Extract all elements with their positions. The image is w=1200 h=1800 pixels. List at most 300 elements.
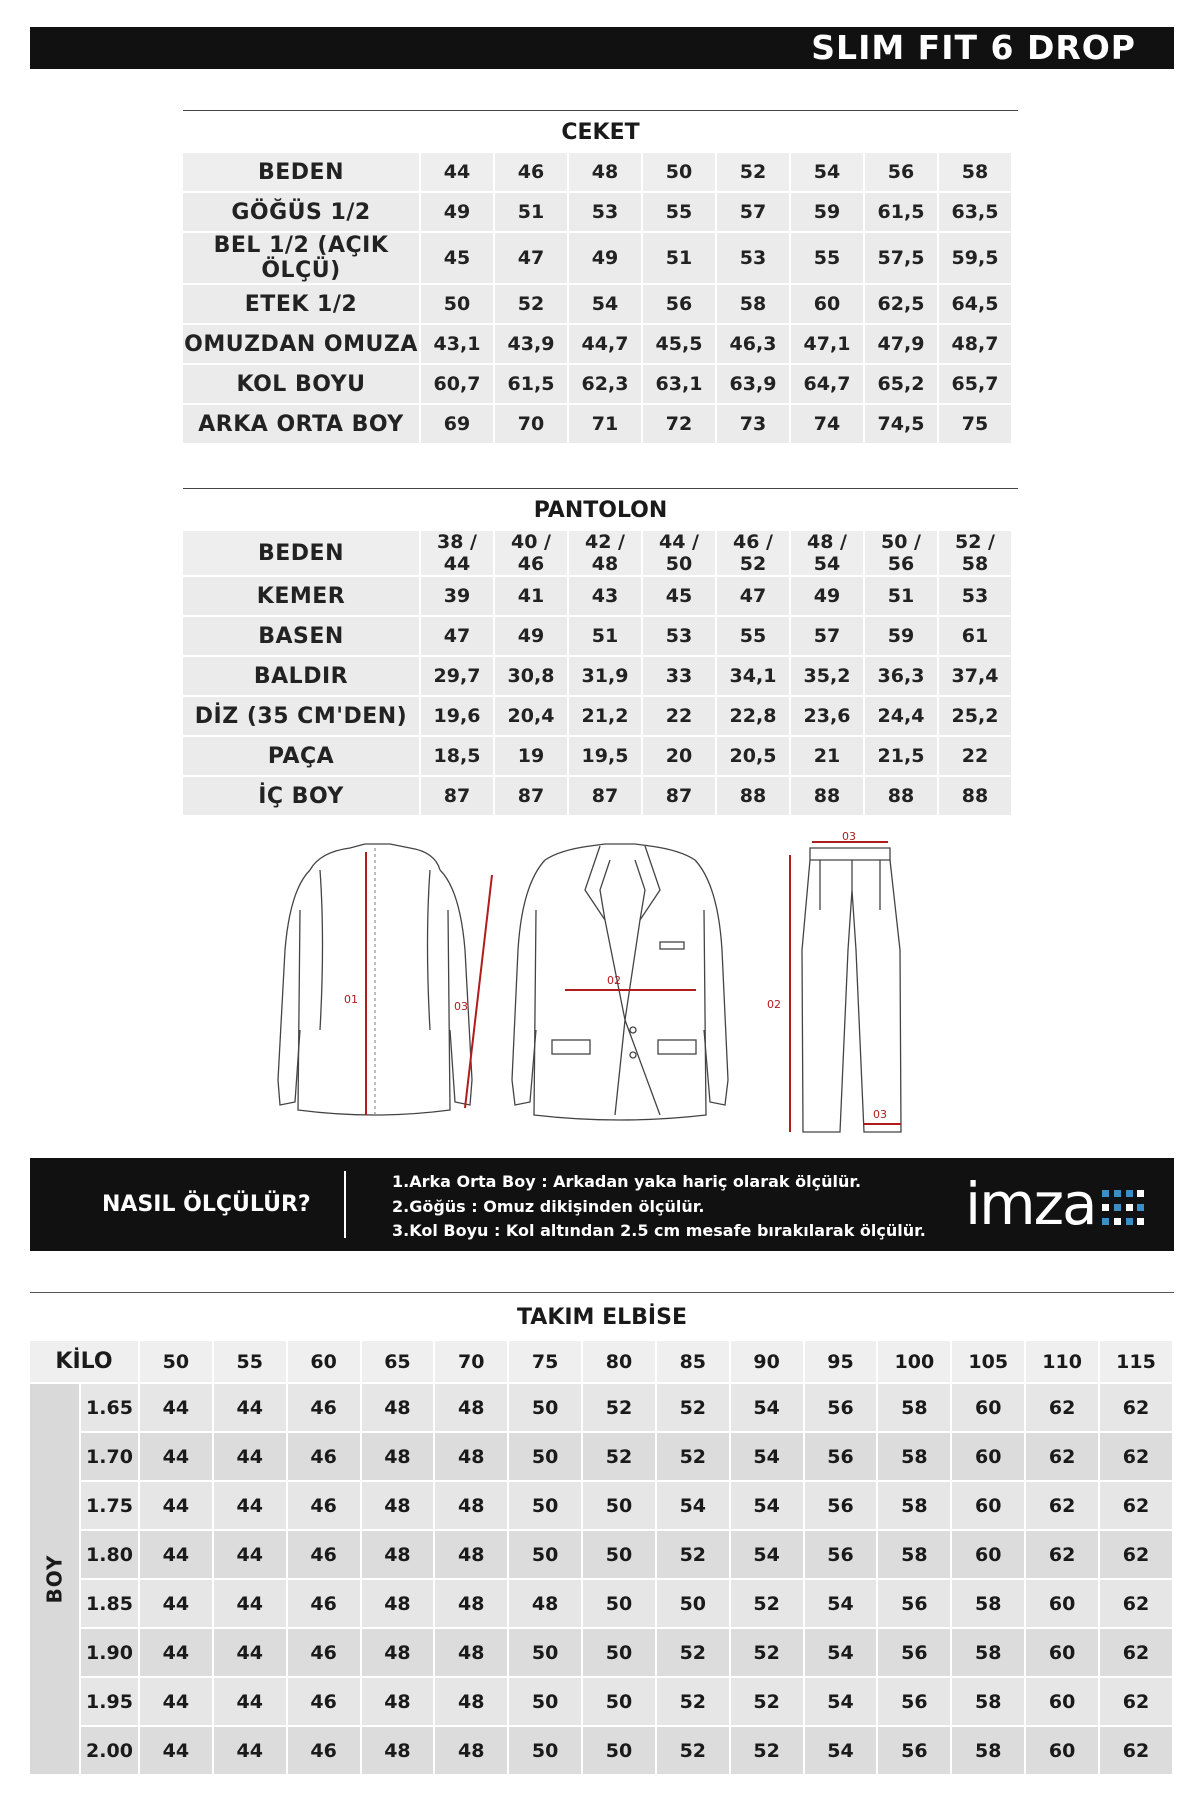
cell-value: 39: [421, 577, 493, 615]
kilo-value: 75: [509, 1341, 581, 1382]
size-value: 44: [214, 1678, 286, 1725]
cell-value: 87: [421, 777, 493, 815]
size-value: 56: [878, 1580, 950, 1627]
size-value: 62: [1100, 1384, 1172, 1431]
size-value: 50: [583, 1482, 655, 1529]
cell-value: 51: [643, 233, 715, 283]
ceket-row: [183, 193, 1011, 231]
how-to-instructions: [392, 1170, 926, 1244]
instruction-line: 1.Arka Orta Boy : Arkadan yaka hariç olarak ölçülür.: [392, 1172, 862, 1191]
cell-value: 46 / 52: [717, 531, 789, 575]
cell-value: 43: [569, 577, 641, 615]
row-label: ETEK 1/2: [183, 285, 419, 323]
cell-value: 43,9: [495, 325, 567, 363]
cell-value: 59: [865, 617, 937, 655]
cell-value: 44,7: [569, 325, 641, 363]
cell-value: 22: [643, 697, 715, 735]
cell-value: 61: [939, 617, 1011, 655]
size-value: 44: [140, 1629, 212, 1676]
row-label: KEMER: [183, 577, 419, 615]
height-value: 1.85: [81, 1580, 138, 1627]
size-value: 44: [214, 1727, 286, 1774]
size-value: 44: [140, 1482, 212, 1529]
size-value: 62: [1026, 1384, 1098, 1431]
size-value: 50: [583, 1531, 655, 1578]
cell-value: 22,8: [717, 697, 789, 735]
size-value: 50: [583, 1580, 655, 1627]
trouser-illustration: [767, 830, 901, 1132]
cell-value: 51: [569, 617, 641, 655]
cell-value: 41: [495, 577, 567, 615]
cell-value: 52: [495, 285, 567, 323]
size-value: 60: [1026, 1580, 1098, 1627]
size-value: 56: [805, 1433, 877, 1480]
height-value: 1.80: [81, 1531, 138, 1578]
kilo-value: 80: [583, 1341, 655, 1382]
size-value: 60: [952, 1433, 1024, 1480]
size-value: 52: [657, 1727, 729, 1774]
size-value: 48: [362, 1580, 434, 1627]
kilo-value: 55: [214, 1341, 286, 1382]
size-value: 56: [805, 1482, 877, 1529]
size-value: 52: [657, 1531, 729, 1578]
cell-value: 46,3: [717, 325, 789, 363]
size-value: 48: [509, 1580, 581, 1627]
cell-value: 30,8: [495, 657, 567, 695]
cell-value: 49: [421, 193, 493, 231]
cell-value: 20,4: [495, 697, 567, 735]
pantolon-table: [181, 529, 1013, 817]
cell-value: 44: [421, 153, 493, 191]
cell-value: 53: [569, 193, 641, 231]
kilo-value: 100: [878, 1341, 950, 1382]
measurement-illustrations: [260, 830, 950, 1155]
kilo-header-row: [30, 1341, 1172, 1382]
cell-value: 38 / 44: [421, 531, 493, 575]
cell-value: 19,6: [421, 697, 493, 735]
cell-value: 55: [717, 617, 789, 655]
size-value: 48: [362, 1629, 434, 1676]
height-value: 2.00: [81, 1727, 138, 1774]
size-value: 48: [362, 1482, 434, 1529]
takim-title: TAKIM ELBİSE: [517, 1305, 687, 1330]
ceket-row: [183, 325, 1011, 363]
cell-value: 64,5: [939, 285, 1011, 323]
size-value: 44: [140, 1384, 212, 1431]
size-value: 44: [140, 1727, 212, 1774]
size-value: 56: [878, 1727, 950, 1774]
cell-value: 61,5: [495, 365, 567, 403]
height-row: [30, 1727, 1172, 1774]
row-label: BEDEN: [183, 153, 419, 191]
row-label: GÖĞÜS 1/2: [183, 193, 419, 231]
size-value: 48: [362, 1678, 434, 1725]
cell-value: 37,4: [939, 657, 1011, 695]
size-value: 58: [952, 1629, 1024, 1676]
row-label: ARKA ORTA BOY: [183, 405, 419, 443]
cell-value: 61,5: [865, 193, 937, 231]
size-value: 62: [1026, 1433, 1098, 1480]
cell-value: 24,4: [865, 697, 937, 735]
size-value: 48: [435, 1433, 507, 1480]
row-label: BASEN: [183, 617, 419, 655]
ceket-row: [183, 233, 1011, 283]
size-value: 62: [1026, 1482, 1098, 1529]
size-value: 60: [1026, 1678, 1098, 1725]
size-value: 52: [657, 1678, 729, 1725]
size-value: 52: [731, 1629, 803, 1676]
size-value: 44: [214, 1384, 286, 1431]
cell-value: 58: [717, 285, 789, 323]
size-value: 54: [657, 1482, 729, 1529]
size-value: 54: [805, 1678, 877, 1725]
cell-value: 70: [495, 405, 567, 443]
pantolon-section: [183, 488, 1018, 817]
row-label: KOL BOYU: [183, 365, 419, 403]
label-02-length: 02: [767, 998, 781, 1011]
size-value: 46: [288, 1629, 360, 1676]
ceket-row: [183, 405, 1011, 443]
height-value: 1.70: [81, 1433, 138, 1480]
cell-value: 18,5: [421, 737, 493, 775]
size-value: 48: [435, 1678, 507, 1725]
pantolon-row: [183, 737, 1011, 775]
row-label: BEDEN: [183, 531, 419, 575]
size-value: 48: [435, 1629, 507, 1676]
row-label: PAÇA: [183, 737, 419, 775]
pantolon-row: [183, 577, 1011, 615]
size-value: 48: [435, 1482, 507, 1529]
size-value: 62: [1100, 1531, 1172, 1578]
cell-value: 40 / 46: [495, 531, 567, 575]
row-label: OMUZDAN OMUZA: [183, 325, 419, 363]
cell-value: 48,7: [939, 325, 1011, 363]
label-03-hem: 03: [873, 1108, 887, 1121]
size-value: 48: [362, 1384, 434, 1431]
label-01: 01: [344, 993, 358, 1006]
height-row: [30, 1580, 1172, 1627]
cell-value: 20: [643, 737, 715, 775]
kilo-value: 90: [731, 1341, 803, 1382]
row-label: DİZ (35 CM'DEN): [183, 697, 419, 735]
cell-value: 54: [791, 153, 863, 191]
cell-value: 19: [495, 737, 567, 775]
size-value: 48: [362, 1433, 434, 1480]
size-value: 52: [583, 1384, 655, 1431]
cell-value: 22: [939, 737, 1011, 775]
size-value: 44: [140, 1678, 212, 1725]
cell-value: 49: [791, 577, 863, 615]
kilo-value: 70: [435, 1341, 507, 1382]
size-value: 52: [583, 1433, 655, 1480]
cell-value: 52 / 58: [939, 531, 1011, 575]
pantolon-title: PANTOLON: [533, 498, 668, 523]
cell-value: 29,7: [421, 657, 493, 695]
cell-value: 49: [569, 233, 641, 283]
cell-value: 63,9: [717, 365, 789, 403]
label-03-sleeve: 03: [454, 1000, 468, 1013]
height-value: 1.75: [81, 1482, 138, 1529]
kilo-value: 105: [952, 1341, 1024, 1382]
size-value: 58: [878, 1433, 950, 1480]
cell-value: 43,1: [421, 325, 493, 363]
cell-value: 45: [643, 577, 715, 615]
row-label: BEL 1/2 (AÇIK ÖLÇÜ): [183, 233, 419, 283]
cell-value: 87: [495, 777, 567, 815]
cell-value: 45,5: [643, 325, 715, 363]
size-value: 52: [657, 1629, 729, 1676]
size-value: 60: [952, 1482, 1024, 1529]
size-value: 54: [731, 1482, 803, 1529]
size-value: 46: [288, 1727, 360, 1774]
cell-value: 47,9: [865, 325, 937, 363]
size-value: 52: [731, 1580, 803, 1627]
size-value: 60: [1026, 1727, 1098, 1774]
cell-value: 52: [717, 153, 789, 191]
cell-value: 33: [643, 657, 715, 695]
pantolon-row: [183, 531, 1011, 575]
size-value: 62: [1100, 1629, 1172, 1676]
size-value: 56: [805, 1384, 877, 1431]
cell-value: 87: [643, 777, 715, 815]
cell-value: 88: [717, 777, 789, 815]
cell-value: 53: [939, 577, 1011, 615]
cell-value: 56: [865, 153, 937, 191]
size-value: 46: [288, 1531, 360, 1578]
size-value: 56: [878, 1678, 950, 1725]
size-value: 58: [952, 1678, 1024, 1725]
size-value: 62: [1100, 1727, 1172, 1774]
size-value: 54: [805, 1727, 877, 1774]
cell-value: 21: [791, 737, 863, 775]
kilo-label: KİLO: [30, 1341, 138, 1382]
cell-value: 57: [717, 193, 789, 231]
size-value: 48: [362, 1531, 434, 1578]
back-jacket-illustration: [278, 844, 472, 1115]
size-value: 62: [1026, 1531, 1098, 1578]
height-value: 1.65: [81, 1384, 138, 1431]
cell-value: 74,5: [865, 405, 937, 443]
size-value: 60: [952, 1384, 1024, 1431]
cell-value: 49: [495, 617, 567, 655]
boy-label-cell: [30, 1384, 79, 1774]
kilo-value: 110: [1026, 1341, 1098, 1382]
ceket-title: CEKET: [561, 120, 640, 145]
size-value: 50: [583, 1727, 655, 1774]
kilo-value: 50: [140, 1341, 212, 1382]
cell-value: 65,7: [939, 365, 1011, 403]
ceket-row: [183, 285, 1011, 323]
size-value: 48: [435, 1531, 507, 1578]
height-value: 1.90: [81, 1629, 138, 1676]
row-label: BALDIR: [183, 657, 419, 695]
height-row: [30, 1678, 1172, 1725]
cell-value: 74: [791, 405, 863, 443]
cell-value: 21,5: [865, 737, 937, 775]
size-value: 56: [878, 1629, 950, 1676]
size-value: 54: [731, 1531, 803, 1578]
cell-value: 31,9: [569, 657, 641, 695]
size-value: 50: [583, 1678, 655, 1725]
height-row: [30, 1433, 1172, 1480]
size-value: 44: [214, 1629, 286, 1676]
cell-value: 50: [421, 285, 493, 323]
size-value: 46: [288, 1580, 360, 1627]
size-value: 52: [731, 1727, 803, 1774]
size-value: 48: [435, 1580, 507, 1627]
takim-section: [30, 1292, 1174, 1776]
size-value: 60: [1026, 1629, 1098, 1676]
size-value: 52: [731, 1678, 803, 1725]
ceket-row: [183, 365, 1011, 403]
size-value: 54: [731, 1433, 803, 1480]
kilo-value: 115: [1100, 1341, 1172, 1382]
pantolon-row: [183, 617, 1011, 655]
cell-value: 34,1: [717, 657, 789, 695]
label-02-chest: 02: [607, 974, 621, 987]
size-value: 62: [1100, 1678, 1172, 1725]
cell-value: 53: [717, 233, 789, 283]
size-value: 62: [1100, 1580, 1172, 1627]
cell-value: 21,2: [569, 697, 641, 735]
cell-value: 88: [865, 777, 937, 815]
size-value: 46: [288, 1433, 360, 1480]
size-value: 46: [288, 1384, 360, 1431]
size-value: 58: [952, 1580, 1024, 1627]
size-value: 50: [509, 1727, 581, 1774]
cell-value: 47: [495, 233, 567, 283]
size-value: 50: [509, 1384, 581, 1431]
boy-label: BOY: [42, 1554, 67, 1604]
size-value: 48: [435, 1384, 507, 1431]
cell-value: 60,7: [421, 365, 493, 403]
size-value: 58: [878, 1384, 950, 1431]
divider: [344, 1171, 346, 1238]
how-to-measure-band: [30, 1158, 1174, 1251]
size-value: 46: [288, 1482, 360, 1529]
cell-value: 59: [791, 193, 863, 231]
cell-value: 59,5: [939, 233, 1011, 283]
size-value: 50: [509, 1531, 581, 1578]
row-label: İÇ BOY: [183, 777, 419, 815]
size-value: 48: [435, 1727, 507, 1774]
size-value: 54: [805, 1580, 877, 1627]
instruction-line: 3.Kol Boyu : Kol altından 2.5 cm mesafe bırakılarak ölçülür.: [392, 1221, 926, 1240]
size-value: 44: [140, 1580, 212, 1627]
size-value: 50: [509, 1482, 581, 1529]
size-value: 50: [657, 1580, 729, 1627]
cell-value: 55: [791, 233, 863, 283]
ceket-row: [183, 153, 1011, 191]
cell-value: 35,2: [791, 657, 863, 695]
size-value: 58: [952, 1727, 1024, 1774]
cell-value: 50 / 56: [865, 531, 937, 575]
cell-value: 47: [717, 577, 789, 615]
height-value: 1.95: [81, 1678, 138, 1725]
size-value: 44: [140, 1433, 212, 1480]
cell-value: 47,1: [791, 325, 863, 363]
size-value: 50: [509, 1678, 581, 1725]
cell-value: 47: [421, 617, 493, 655]
cell-value: 64,7: [791, 365, 863, 403]
size-value: 54: [731, 1384, 803, 1431]
cell-value: 48: [569, 153, 641, 191]
cell-value: 88: [791, 777, 863, 815]
cell-value: 75: [939, 405, 1011, 443]
size-value: 58: [878, 1531, 950, 1578]
ceket-table: [181, 151, 1013, 445]
cell-value: 58: [939, 153, 1011, 191]
height-row: [30, 1482, 1172, 1529]
cell-value: 44 / 50: [643, 531, 715, 575]
size-value: 52: [657, 1433, 729, 1480]
cell-value: 48 / 54: [791, 531, 863, 575]
cell-value: 46: [495, 153, 567, 191]
label-03-waist: 03: [842, 830, 856, 843]
front-jacket-illustration: [454, 844, 728, 1120]
ceket-section: [183, 110, 1018, 445]
height-row: [30, 1384, 1172, 1431]
cell-value: 53: [643, 617, 715, 655]
size-value: 52: [657, 1384, 729, 1431]
cell-value: 87: [569, 777, 641, 815]
cell-value: 57,5: [865, 233, 937, 283]
size-value: 56: [805, 1531, 877, 1578]
cell-value: 62,5: [865, 285, 937, 323]
size-value: 50: [583, 1629, 655, 1676]
cell-value: 20,5: [717, 737, 789, 775]
brand-logo: imza: [965, 1170, 1096, 1238]
size-value: 44: [214, 1580, 286, 1627]
size-value: 60: [952, 1531, 1024, 1578]
cell-value: 63,5: [939, 193, 1011, 231]
kilo-value: 95: [805, 1341, 877, 1382]
cell-value: 51: [865, 577, 937, 615]
size-value: 44: [214, 1433, 286, 1480]
pantolon-row: [183, 697, 1011, 735]
cell-value: 88: [939, 777, 1011, 815]
cell-value: 23,6: [791, 697, 863, 735]
size-value: 48: [362, 1727, 434, 1774]
takim-table: [28, 1339, 1174, 1776]
kilo-value: 60: [288, 1341, 360, 1382]
cell-value: 50: [643, 153, 715, 191]
size-value: 50: [509, 1433, 581, 1480]
size-value: 46: [288, 1678, 360, 1725]
size-value: 62: [1100, 1482, 1172, 1529]
size-value: 44: [140, 1531, 212, 1578]
cell-value: 42 / 48: [569, 531, 641, 575]
cell-value: 45: [421, 233, 493, 283]
cell-value: 65,2: [865, 365, 937, 403]
header-bar: [30, 27, 1174, 69]
cell-value: 54: [569, 285, 641, 323]
kilo-value: 85: [657, 1341, 729, 1382]
size-value: 44: [214, 1482, 286, 1529]
height-row: [30, 1531, 1172, 1578]
cell-value: 19,5: [569, 737, 641, 775]
cell-value: 36,3: [865, 657, 937, 695]
size-value: 58: [878, 1482, 950, 1529]
cell-value: 51: [495, 193, 567, 231]
size-value: 50: [509, 1629, 581, 1676]
size-value: 62: [1100, 1433, 1172, 1480]
size-value: 44: [214, 1531, 286, 1578]
cell-value: 63,1: [643, 365, 715, 403]
brand-dots-icon: [1102, 1190, 1144, 1226]
size-value: 54: [805, 1629, 877, 1676]
cell-value: 71: [569, 405, 641, 443]
